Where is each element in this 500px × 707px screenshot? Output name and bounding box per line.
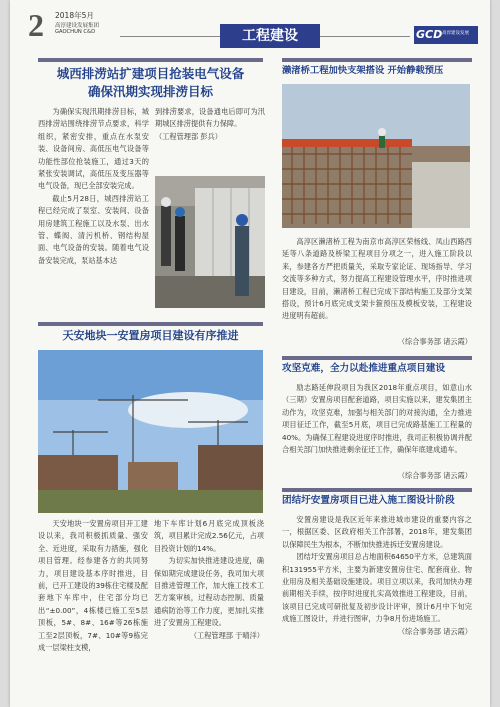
article2-top-band xyxy=(282,58,472,62)
header-org-pinyin: GAOCHUN C&D xyxy=(55,29,96,35)
newsletter-page xyxy=(10,0,490,707)
article1-paragraph: 为确保实现汛期排涝目标，城西排涝站围绕排涝节点要求，科学组织，紧密安排，重点在水泵安装、设备间房、高低压电气设备等功能性部位抢装施工，通过3天的紧张安装调试，高低压及变压器等电气设备，现已全部安装完成。 xyxy=(38,107,149,191)
photo-electrical-equipment xyxy=(155,176,265,308)
article5-credit: （综合事务部 诸云霞） xyxy=(397,626,472,636)
article3-column2 xyxy=(154,518,264,642)
article2-title: 濑渚桥工程加快支架搭设 开始静载预压 xyxy=(282,65,444,76)
article5-body xyxy=(282,514,472,638)
photo-resettlement-housing xyxy=(38,350,263,513)
article3-paragraph: 天安地块一安置房项目开工建设以来，我司积极抓质量、强安全、近进度，采取有力措施，强化项目管理。经参建各方的共同努力，项目建设基本序时推进，目前，已开工建设的39栋住宅楼及配套地下车库中，住宅部分均已出“±0.00”，4栋楼已施工至5层顶板，5#、8#、16#等26栋施工至2层顶板，7#、10#等9栋完成一层梁柱支模， xyxy=(38,519,148,653)
article1-paragraph: 到排涝要求，设备通电后即可为汛期城区排涝提供有力保障。 xyxy=(155,107,265,129)
header-date: 2018年5月 xyxy=(55,11,94,20)
article2-credit: （综合事务部 诸云霞） xyxy=(397,337,472,346)
article4-credit: （综合事务部 诸云霞） xyxy=(397,471,472,480)
article4-top-band xyxy=(282,356,472,360)
article5-paragraph: 安置房建设是我区近年来推进城市建设的重要内容之一，根据区委、区政府相关工作部署，2018年，建发集团以保障民生为根本，不断加快推进拆迁安置房建设。 xyxy=(282,515,472,549)
photo-bridge-scaffolding xyxy=(282,84,470,228)
article3-paragraph: 为切实加快推进建设进度，确保如期完成建设任务，我司加大项目推进管理工作，加大施工技术工艺方案审核，过程动态控制、质量通病防治等工作力度，更加扎实推进了安置房工程建设。 xyxy=(154,556,264,628)
header-rule xyxy=(120,36,220,37)
article1-column1 xyxy=(38,106,149,267)
article1-title-line2: 确保汛期实现排涝目标 xyxy=(87,84,213,99)
header-rule-right xyxy=(320,36,410,37)
article2-body: 高淳区濑渚桥工程为南京市高淳区荣杨线、凤山西路西延等八条道路及桥梁工程项目分项之一，进入施工阶段以来，参建各方严把质量关，采取专家论证、现场指导、学习交流等多种方式，努力提高工程建设管理水平，序时推进项目建设，目前，濑渚桥工程已完成下部结构施工及部分支架搭设，预计6月底完成支架卡箍预压及模板安装，工程建设进度明有超前。 xyxy=(282,237,472,321)
article5-top-band xyxy=(282,488,472,492)
article3-credit: （工程管理部 于晴洋） xyxy=(189,630,264,640)
article1-title-line1: 城西排涝站扩建项目抢装电气设备 xyxy=(56,66,245,81)
logo-text: GCD xyxy=(416,28,443,41)
photo-resettlement-housing-art xyxy=(38,350,263,513)
section-title: 工程建设 xyxy=(242,28,298,44)
article3-top-band xyxy=(38,322,263,326)
article5-paragraph: 团结圩安置房项目总占地面积64650平方米，总建筑面积131955平方米，主要为新建安置房住宅、配套商业、物业用房及相关基础设施建设。项目立项以来，我司加快办理前期相关手续，按序时进度扎实高效推进工程建设，目前，该项目已完成可研批复及初步设计评审，预计6月中下旬完成施工图设计，并进行图审，力争8月份进场施工。 xyxy=(282,552,472,624)
article3-column1 xyxy=(38,518,148,654)
article4-title: 攻坚克难，全力以赴推进重点项目建设 xyxy=(282,363,446,374)
photo-bridge-scaffolding-art xyxy=(282,84,470,228)
article1-paragraph: 截止5月28日，城西排涝站工程已经完成了泵室、安装间、设备用房建筑工程施工以及水泵、出水管、蝶阀、清污机桥、钢结构屋面、电气设备的安装。随着电气设备安装完成，泵站基本达 xyxy=(38,193,149,265)
article4-body: 励志路延伸段项目为我区2018年重点项目，如意山水（三期）安置房项目配套道路，项目实施以来，建发集团主动作为，攻坚克难，加强与相关部门的对接沟通，全力推进项目征迁工作，截至5月底，项目已完成路基施工工程量的40%。为确保工程建设进度序时推进，我司正积极协调并配合相关部门加快推进剩余征迁工作，确保年底建成通车。 xyxy=(282,383,472,455)
article3-title: 天安地块一安置房项目建设有序推进 xyxy=(62,329,239,342)
photo-electrical-equipment-art xyxy=(155,176,265,308)
page-number: 2 xyxy=(28,7,44,43)
article3-paragraph: 地下车库计划6月底完成顶板浇筑，项目累计完成2.56亿元，占项目投资计划的14%。 xyxy=(154,519,264,553)
header-org: 高淳建设发展集团 xyxy=(55,23,100,29)
article1-column2 xyxy=(155,106,265,143)
article1-credit: （工程管理部 彭兵） xyxy=(155,131,222,141)
logo-subtext: 高淳建设发展 xyxy=(442,31,469,36)
article1-top-band xyxy=(38,58,263,62)
article5-title: 团结圩安置房项目已进入施工图设计阶段 xyxy=(282,495,455,506)
